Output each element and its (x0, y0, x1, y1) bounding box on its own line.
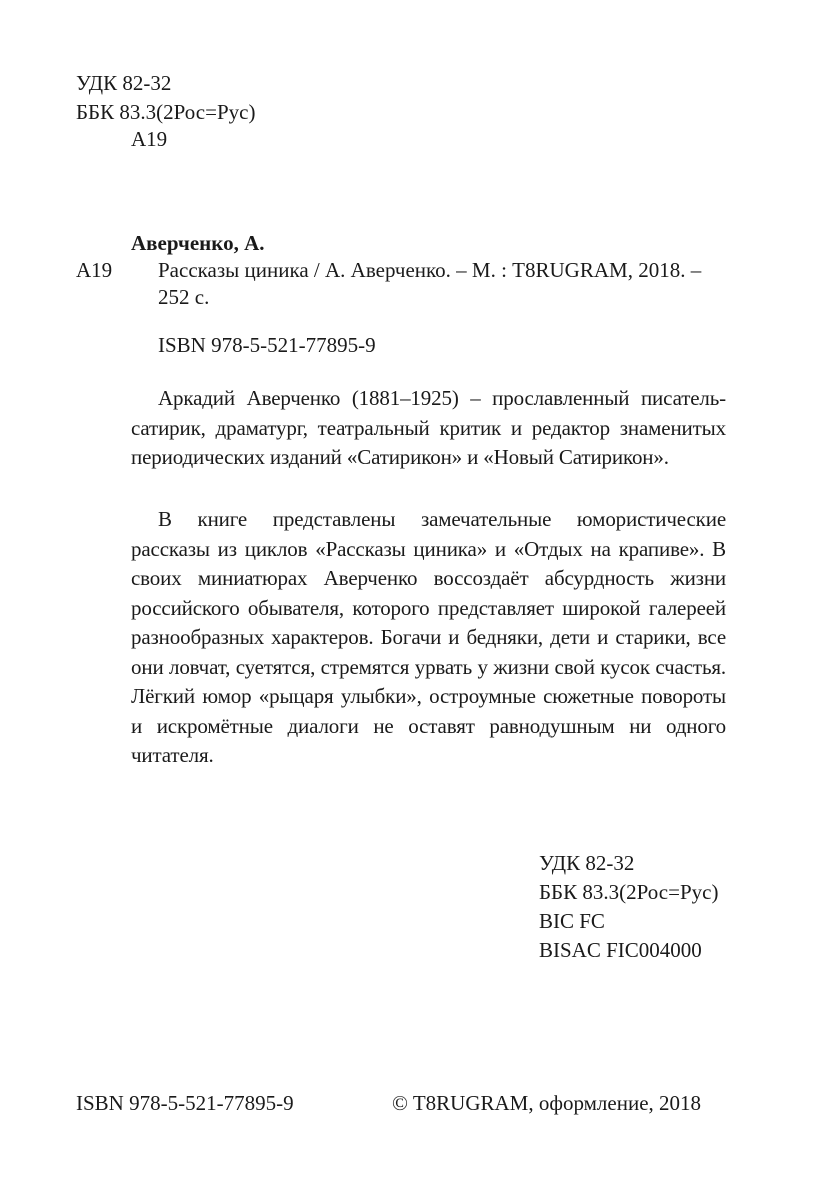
author-sign-entry: А19 (76, 258, 113, 282)
annotation-paragraph: В книге представлены замечательные юмористические рассказы из циклов «Рассказы циника» и «Отдых на крапиве». В своих миниатюрах Аверченко воссоздаёт абсурдность жизни российского обывателя, которого представляет широкой галереей разнообразных характеров. Богачи и бедняки, дети и старики, все они ловчат, суетятся, стремятся урвать у жизни свой кусок счастья. Лёгкий юмор «рыцаря улыбки», остроумные сюжетные повороты и искромётные диалоги не оставят равнодушным ни одного читателя. (131, 507, 726, 767)
bibliographic-description: Рассказы циника / А. Аверченко. – М. : T8RUGRAM, 2018. – (158, 258, 702, 282)
author-sign: А19 (131, 127, 168, 151)
footer-isbn: ISBN 978-5-521-77895-9 (76, 1091, 294, 1115)
bisac-code: BISAC FIC004000 (539, 938, 702, 962)
author-name: Аверченко, А. (131, 231, 265, 255)
page-count: 252 с. (158, 285, 210, 309)
copyright-notice: © T8RUGRAM, оформление, 2018 (392, 1091, 702, 1115)
annotation-paragraph: Аркадий Аверченко (1881–1925) – прославленный писатель-сатирик, драматург, театральный критик и редактор знаменитых периодических изданий «Сатирикон» и «Новый Сатирикон». (131, 386, 726, 469)
classification-block (539, 849, 718, 965)
bic-code: BIC FC (539, 909, 605, 933)
isbn: ISBN 978-5-521-77895-9 (158, 333, 376, 357)
udk-code: УДК 82-32 (76, 71, 172, 95)
bbk-code: ББК 83.3(2Рос=Рус) (539, 880, 719, 904)
bbk-code: ББК 83.3(2Рос=Рус) (76, 100, 256, 124)
udk-code: УДК 82-32 (539, 851, 635, 875)
